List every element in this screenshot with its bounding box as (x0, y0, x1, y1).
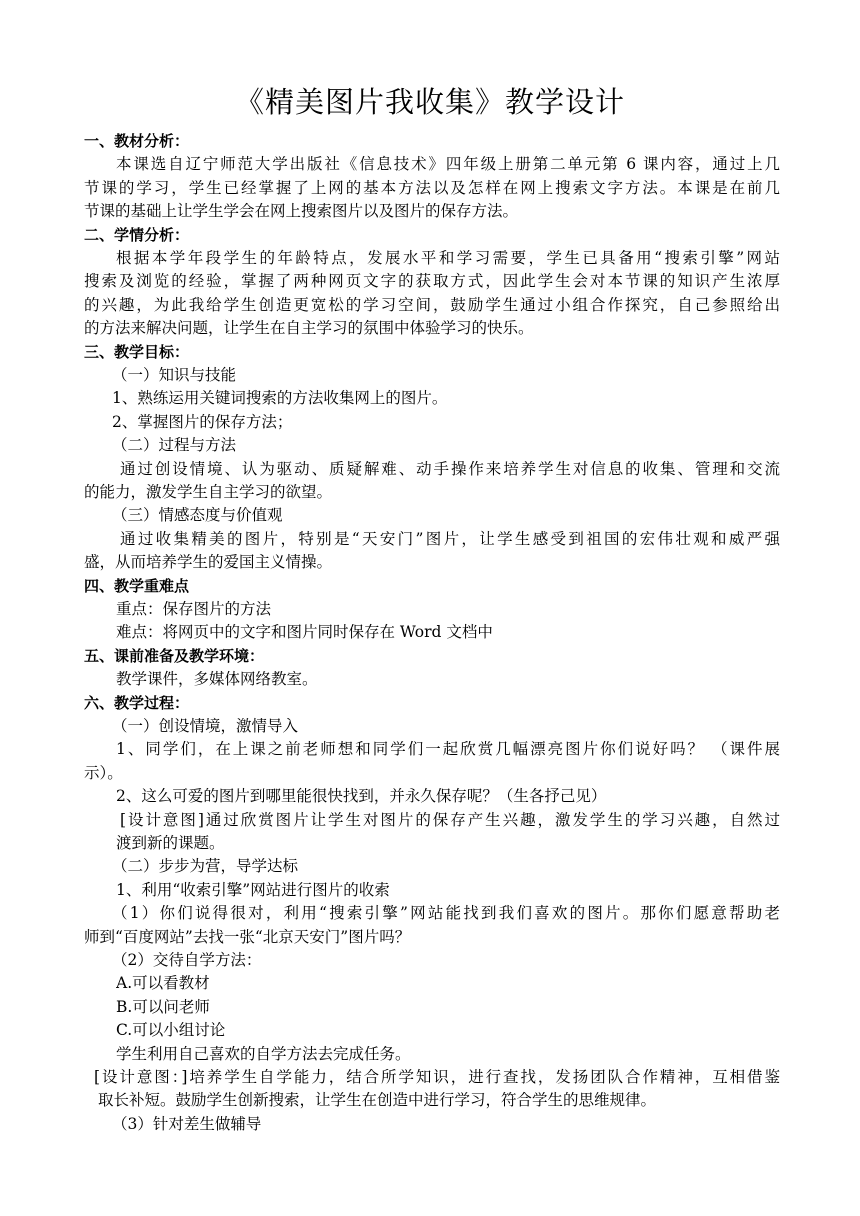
body-text-line: （3）针对差生做辅导 (112, 1115, 262, 1133)
section-heading: 一、教材分析： (84, 132, 190, 150)
body-text-line: C.可以小组讨论 (116, 1021, 226, 1039)
body-text-line: B.可以问老师 (116, 998, 210, 1016)
body-text-line: 盛，从而培养学生的爱国主义情操。 (84, 553, 333, 571)
body-text-line: 的兴趣，为此我给学生创造更宽松的学习空间，鼓励学生通过小组合作探究，自己参照给出 (84, 296, 780, 314)
document-title: 《精美图片我收集》教学设计 (234, 85, 625, 119)
body-text-line: 学生利用自己喜欢的自学方法去完成任务。 (116, 1045, 411, 1063)
body-text-line: （一）知识与技能 (112, 366, 237, 384)
section-heading: 五、课前准备及教学环境： (84, 647, 265, 665)
body-text-line: 难点：将网页中的文字和图片同时保存在 Word 文档中 (116, 623, 493, 641)
body-text-line: 示）。 (84, 764, 123, 782)
body-text-line: （二）步步为营，导学达标 (112, 857, 299, 875)
body-text-line: 2、这么可爱的图片到哪里能很快找到，并永久保存呢？（生各抒己见） (116, 787, 607, 805)
body-text-line: 的方法来解决问题，让学生在自主学习的氛围中体验学习的快乐。 (84, 319, 534, 337)
body-text-line: 的能力，激发学生自主学习的欲望。 (84, 483, 333, 501)
body-text-line: 师到“百度网站”去找一张“北京天安门”图片吗？ (84, 928, 411, 946)
section-heading: 二、学情分析： (84, 226, 190, 244)
body-text-line: （一）创设情境，激情导入 (112, 717, 299, 735)
body-text-line: [设计意图：]培养学生自学能力，结合所学知识，进行查找，发扬团队合作精神，互相借鉴 (94, 1068, 780, 1086)
body-text-line: 2、掌握图片的保存方法； (112, 413, 293, 431)
body-text-line: [设计意图]通过欣赏图片让学生对图片的保存产生兴趣，激发学生的学习兴趣，自然过 (120, 811, 780, 829)
body-text-line: 1、利用“收索引擎”网站进行图片的收索 (116, 881, 390, 899)
section-heading: 四、教学重难点 (84, 577, 190, 595)
body-text-line: 通过收集精美的图片，特别是“天安门”图片，让学生感受到祖国的宏伟壮观和威严强 (120, 530, 780, 548)
body-text-line: 重点：保存图片的方法 (116, 600, 272, 618)
body-text-line: 渡到新的课题。 (116, 834, 225, 852)
body-text-line: 节课的学习，学生已经掌握了上网的基本方法以及怎样在网上搜索文字方法。本课是在前几 (84, 179, 780, 197)
body-text-line: 本课选自辽宁师范大学出版社《信息技术》四年级上册第二单元第 6 课内容，通过上几 (116, 155, 780, 173)
body-text-line: A.可以看教材 (116, 974, 210, 992)
body-text-line: （三）情感态度与价值观 (112, 506, 283, 524)
body-text-line: 1、同学们，在上课之前老师想和同学们一起欣赏几幅漂亮图片你们说好吗？ （课件展 (116, 740, 780, 758)
body-text-line: （2）交待自学方法： (112, 951, 262, 969)
body-text-line: 取长补短。鼓励学生创新搜索，让学生在创造中进行学习，符合学生的思维规律。 (98, 1091, 657, 1109)
section-heading: 六、教学过程： (84, 694, 190, 712)
body-text-line: （1）你们说得很对，利用“搜索引擎”网站能找到我们喜欢的图片。那你们愿意帮助老 (112, 904, 780, 922)
body-text-line: （二）过程与方法 (112, 436, 237, 454)
body-text-line: 节课的基础上让学生学会在网上搜索图片以及图片的保存方法。 (84, 202, 519, 220)
body-text-line: 搜索及浏览的经验，掌握了两种网页文字的获取方式，因此学生会对本节课的知识产生浓厚 (84, 272, 780, 290)
body-text-line: 根据本学年段学生的年龄特点，发展水平和学习需要，学生已具备用“搜索引擎”网站 (116, 249, 780, 267)
body-text-line: 教学课件，多媒体网络教室。 (116, 670, 318, 688)
body-text-line: 通过创设情境、认为驱动、质疑解难、动手操作来培养学生对信息的收集、管理和交流 (120, 460, 780, 478)
section-heading: 三、教学目标： (84, 343, 190, 361)
body-text-line: 1、熟练运用关键词搜索的方法收集网上的图片。 (112, 389, 448, 407)
